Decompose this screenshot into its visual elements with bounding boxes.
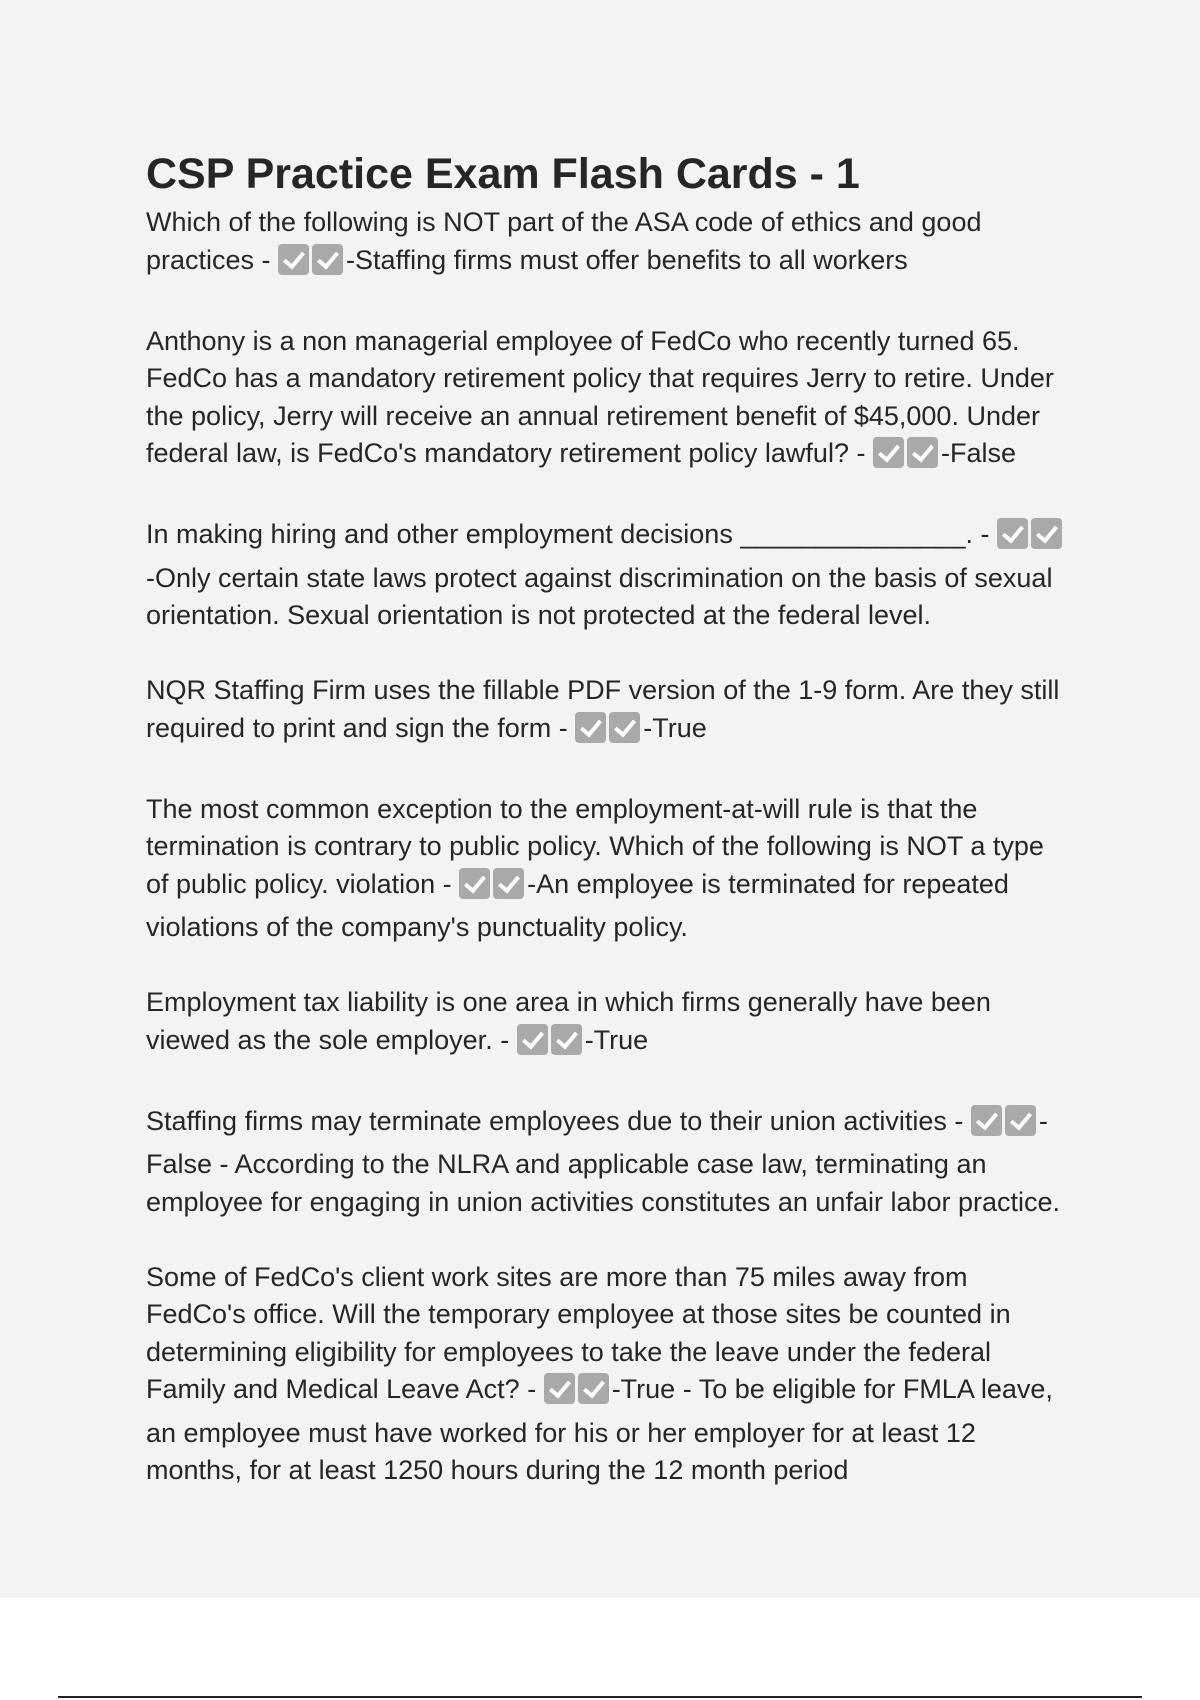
check-box-icon bbox=[551, 1024, 582, 1055]
document-content bbox=[146, 148, 1066, 1527]
answer-marker bbox=[971, 1105, 1039, 1147]
answer-marker bbox=[873, 437, 941, 479]
document-title: CSP Practice Exam Flash Cards - 1 bbox=[146, 150, 860, 198]
check-box-icon bbox=[278, 244, 309, 275]
check-box-icon bbox=[544, 1373, 575, 1404]
flash-card bbox=[146, 672, 1066, 753]
card-question: Some of FedCo's client work sites are more than 75 miles away from FedCo's office. Will the temporary employee at those sites be counted in determining eligibility for employees to take the leave under the federal Family and Medical Leave Act? - bbox=[146, 1261, 1011, 1404]
flash-card bbox=[146, 1259, 1066, 1490]
flash-card bbox=[146, 204, 1066, 285]
footer-rule bbox=[58, 1696, 1142, 1698]
check-box-icon bbox=[493, 868, 524, 899]
card-question: Which of the following is NOT part of the ASA code of ethics and good practices - bbox=[146, 207, 982, 275]
answer-marker bbox=[517, 1024, 585, 1066]
flash-card bbox=[146, 791, 1066, 947]
flash-card bbox=[146, 516, 1066, 635]
flash-card bbox=[146, 1103, 1066, 1222]
check-box-icon bbox=[517, 1024, 548, 1055]
card-question: In making hiring and other employment decisions _______________. - bbox=[146, 519, 998, 549]
card-answer: -An employee is terminated for repeated violations of the company's punctuality policy. bbox=[146, 868, 1009, 942]
check-box-icon bbox=[971, 1105, 1002, 1136]
flash-card-list bbox=[146, 204, 1066, 1490]
check-box-icon bbox=[609, 712, 640, 743]
card-answer: -Only certain state laws protect against discrimination on the basis of sexual orientation. Sexual orientation is not protected at the federal level. bbox=[146, 562, 1053, 630]
card-answer: -False - According to the NLRA and applicable case law, terminating an employee for engaging in union activities constitutes an unfair labor practice. bbox=[146, 1105, 1061, 1217]
card-answer: -False bbox=[940, 438, 1016, 468]
check-box-icon bbox=[575, 712, 606, 743]
flash-card bbox=[146, 323, 1066, 479]
flash-card bbox=[146, 984, 1066, 1065]
card-question: Employment tax liability is one area in which firms generally have been viewed as the sole employer. - bbox=[146, 987, 991, 1055]
card-answer: -True bbox=[643, 712, 707, 743]
answer-marker bbox=[459, 868, 527, 910]
check-box-icon bbox=[459, 868, 490, 899]
check-box-icon bbox=[1031, 518, 1062, 549]
card-question: Anthony is a non managerial employee of FedCo who recently turned 65. FedCo has a mandatory retirement policy that requires Jerry to retire. Under the policy, Jerry will receive an annual retirement benefit of $45,000. Under federal law, is FedCo's mandatory retirement policy lawful? - bbox=[146, 325, 1054, 468]
card-question: The most common exception to the employment-at-will rule is that the termination is contrary to public policy. Which of the following is NOT a type of public policy. violation - bbox=[146, 793, 1044, 899]
check-box-icon bbox=[312, 244, 343, 275]
card-answer: -Staffing firms must offer benefits to all workers bbox=[346, 244, 908, 275]
answer-marker bbox=[278, 244, 346, 286]
answer-marker bbox=[575, 712, 643, 754]
check-box-icon bbox=[907, 437, 938, 468]
card-question: NQR Staffing Firm uses the fillable PDF version of the 1-9 form. Are they still required to print and sign the form - bbox=[146, 675, 1060, 743]
check-box-icon bbox=[1005, 1105, 1036, 1136]
card-answer: -True bbox=[584, 1024, 649, 1055]
check-box-icon bbox=[997, 518, 1028, 549]
answer-marker bbox=[997, 518, 1065, 560]
answer-marker bbox=[544, 1373, 612, 1415]
card-question: Staffing firms may terminate employees due to their union activities - bbox=[146, 1105, 971, 1136]
card-answer: -True - To be eligible for FMLA leave, an employee must have worked for his or her employer for at least 12 months, for at least 1250 hours during the 12 month period bbox=[146, 1374, 1053, 1485]
check-box-icon bbox=[578, 1373, 609, 1404]
check-box-icon bbox=[873, 437, 904, 468]
